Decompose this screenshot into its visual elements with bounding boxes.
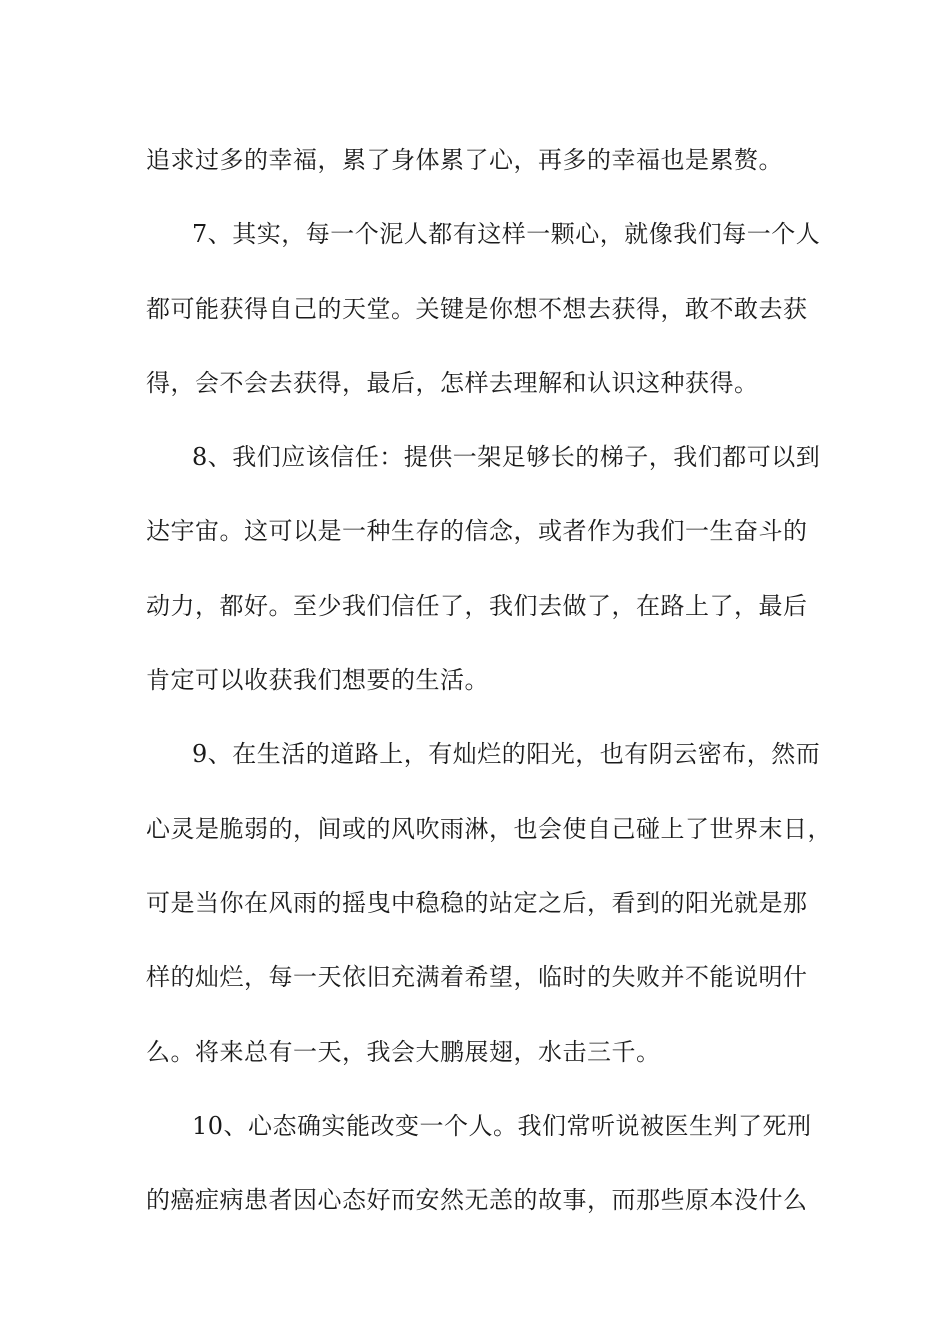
text-line: 心灵是脆弱的，间或的风吹雨淋，也会使自己碰上了世界末日， bbox=[146, 814, 832, 843]
text-line: 8、我们应该信任：提供一架足够长的梯子，我们都可以到 bbox=[192, 443, 821, 472]
text-line: 样的灿烂，每一天依旧充满着希望，临时的失败并不能说明什 bbox=[146, 963, 808, 992]
text-line: 9、在生活的道路上，有灿烂的阳光，也有阴云密布，然而 bbox=[192, 740, 821, 769]
text-line: 达宇宙。这可以是一种生存的信念，或者作为我们一生奋斗的 bbox=[146, 517, 808, 546]
text-line: 可是当你在风雨的摇曳中稳稳的站定之后，看到的阳光就是那 bbox=[146, 888, 808, 917]
text-line: 得，会不会去获得，最后，怎样去理解和认识这种获得。 bbox=[146, 368, 759, 397]
text-line: 的癌症病患者因心态好而安然无恙的故事，而那些原本没什么 bbox=[146, 1186, 808, 1215]
text-line: 都可能获得自己的天堂。关键是你想不想去获得，敢不敢去获 bbox=[146, 294, 808, 323]
text-line: 动力，都好。至少我们信任了，我们去做了，在路上了，最后 bbox=[146, 591, 808, 620]
text-line: 么。将来总有一天，我会大鹏展翅，水击三千。 bbox=[146, 1037, 661, 1066]
text-line: 肯定可以收获我们想要的生活。 bbox=[146, 666, 489, 695]
text-line: 追求过多的幸福，累了身体累了心，再多的幸福也是累赘。 bbox=[146, 146, 783, 174]
text-line: 10、心态确实能改变一个人。我们常听说被医生判了死刑 bbox=[192, 1111, 812, 1140]
text-line: 7、其实，每一个泥人都有这样一颗心，就像我们每一个人 bbox=[192, 220, 821, 249]
document-body bbox=[146, 123, 832, 1237]
